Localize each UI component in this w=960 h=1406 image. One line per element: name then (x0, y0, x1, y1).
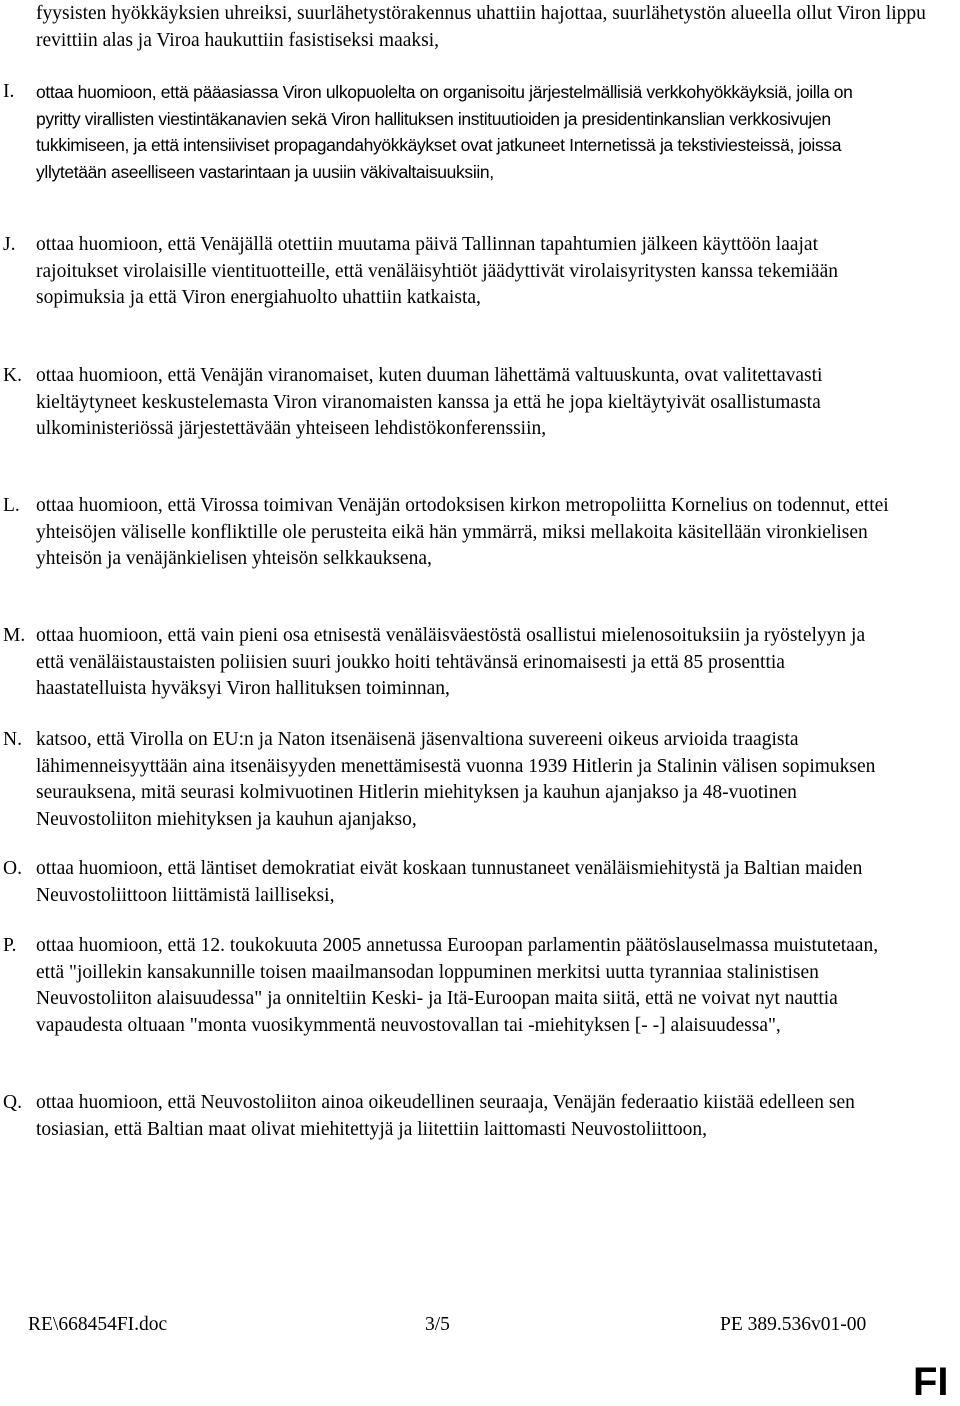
recital-text: katsoo, että Virolla on EU:n ja Naton itsenäisenä jäsenvaltiona suvereeni oikeus arvioida traagista lähimenneisyyttään aina itsenäisyyden menettämisestä vuonna 1939 Hitlerin ja Stalinin välisen sopimuksen seurauksena, mitä seurasi kolmivuotinen Hitlerin miehityksen ja kauhun ajanjakso ja 48-vuotinen Neuvostoliiton miehityksen ja kauhun ajanjakso, (36, 729, 876, 830)
recital-letter: I. (3, 81, 15, 102)
footer-pe-reference: PE 389.536v01-00 (720, 1314, 867, 1335)
footer-doc-reference: RE\668454FI.doc (28, 1314, 168, 1335)
recital-text: ottaa huomioon, että Virossa toimivan Venäjän ortodoksisen kirkon metropoliitta Kornelius on todennut, ettei yhteisöjen väliselle konfliktille ole perusteita eikä hän ymmärrä, miksi mellakoita käsitellään vironkielisen yhteisön ja venäjänkielisen yhteisön selkkauksena, (36, 495, 889, 569)
recital-letter: J. (3, 234, 16, 255)
recital-text: ottaa huomioon, että Venäjän viranomaiset, kuten duuman lähettämä valtuuskunta, ovat valitettavasti kieltäytyneet keskustelemasta Viron viranomaisten kanssa ja että he jopa kieltäytyivät osallistumasta ulkoministeriössä järjestettävään yhteiseen lehdistökonferenssiin, (36, 365, 823, 439)
recital-text: ottaa huomioon, että vain pieni osa etnisestä venäläisväestöstä osallistui mielenosoituksiin ja ryöstelyyn ja että venäläistaustaisten poliisien suuri joukko hoiti tehtävänsä erinomaisesti ja että 85 prosenttia haastatelluista hyväksyi Viron hallituksen toiminnan, (36, 625, 866, 699)
language-mark: FI (913, 1360, 949, 1404)
recital-letter: N. (3, 729, 22, 750)
recital-text: ottaa huomioon, että Neuvostoliiton ainoa oikeudellinen seuraaja, Venäjän federaatio kiistää edelleen sen tosiasian, että Baltian maat olivat miehitettyjä ja liitettiin laittomasti Neuvostoliittoon, (36, 1092, 855, 1140)
recital-text: ottaa huomioon, että 12. toukokuuta 2005 annetussa Euroopan parlamentin päätöslauselmassa muistutetaan, että "joillekin kansakunnille toisen maailmansodan loppuminen merkitsi uutta tyranniaa stalinistisen Neuvostoliiton alaisuudessa" ja onniteltiin Keski- ja Itä-Euroopan maita siitä, että ne voivat nyt nauttia vapaudesta oltuaan "monta vuosikymmentä neuvostovallan tai -miehityksen [- -] alaisuudessa", (36, 935, 879, 1036)
footer-page-number: 3/5 (425, 1314, 450, 1335)
recital-text: ottaa huomioon, että läntiset demokratiat eivät koskaan tunnustaneet venäläismiehitystä ja Baltian maiden Neuvostoliittoon liittämistä lailliseksi, (36, 858, 863, 906)
recital-letter: K. (3, 365, 22, 386)
recital-letter: P. (3, 935, 17, 956)
recital-letter: O. (3, 858, 22, 879)
recital-letter: Q. (3, 1092, 22, 1113)
recital-letter: M. (3, 625, 26, 646)
intro-paragraph: fyysisten hyökkäyksien uhreiksi, suurlähetystörakennus uhattiin hajottaa, suurlähetystön alueella ollut Viron lippu revittiin alas ja Viroa haukuttiin fasistiseksi maaksi, (36, 3, 926, 51)
recital-letter: L. (3, 495, 20, 516)
recital-text: ottaa huomioon, että Venäjällä otettiin muutama päivä Tallinnan tapahtumien jälkeen käyttöön laajat rajoitukset virolaisille vientituotteille, että venäläisyhtiöt jäädyttivät virolaisyritysten kanssa tekemiään sopimuksia ja että Viron energiahuolto uhattiin katkaista, (36, 234, 838, 308)
recital-text: ottaa huomioon, että pääasiassa Viron ulkopuolelta on organisoitu järjestelmällisiä verkkohyökkäyksiä, joilla on pyritty virallisten viestintäkanavien sekä Viron hallituksen instituutioiden ja presidentinkanslian verkkosivujen tukkimiseen, ja että intensiiviset propagandahyökkäykset ovat jatkuneet Internetissä ja tekstiviesteissä, joissa yllytetään aseelliseen vastarintaan ja uusiin väkivaltaisuuksiin, (36, 82, 853, 182)
